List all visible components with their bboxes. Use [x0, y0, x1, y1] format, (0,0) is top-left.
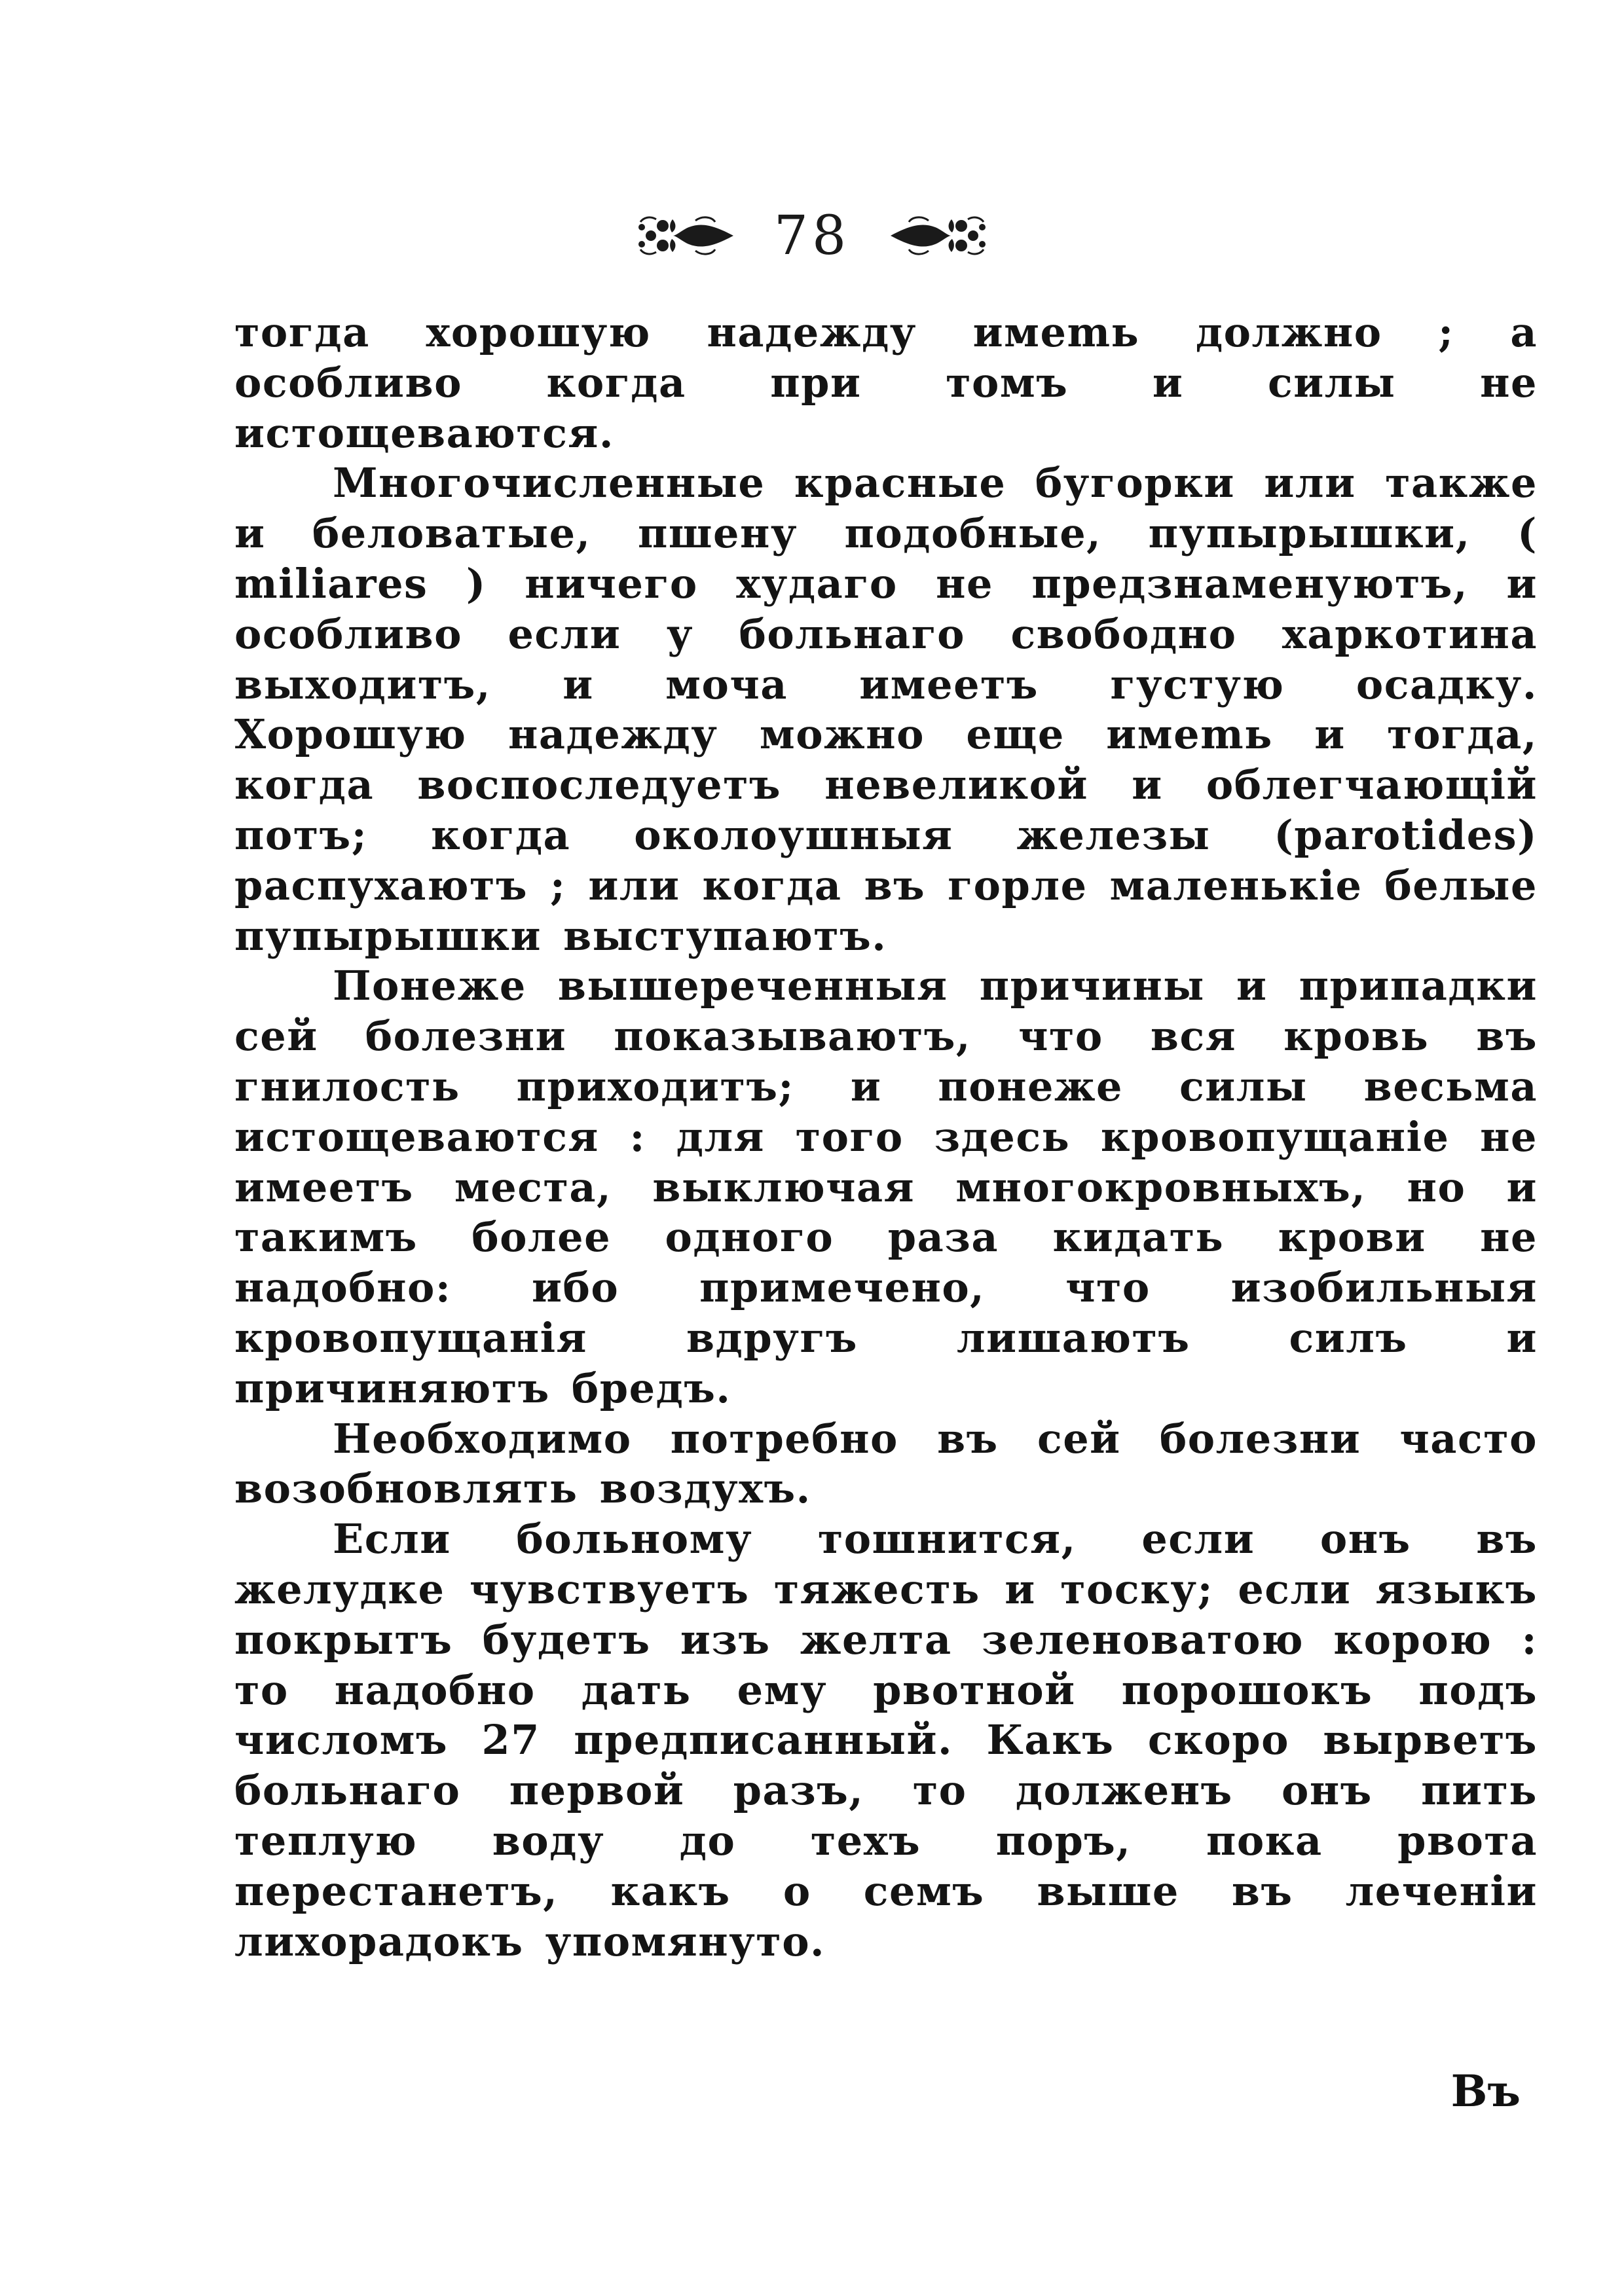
running-head — [0, 196, 1624, 275]
left-floral-ornament-icon — [637, 213, 735, 259]
right-floral-ornament-icon — [889, 213, 987, 259]
paragraph-continuation: тогда хорошую надежду имеmь должно ; а особливо когда при томъ и силы не истощеваются. — [234, 308, 1538, 457]
body-text — [234, 308, 1538, 1967]
paragraph-fresh-air: Необходимо потребно въ сей болезни часто возобновлять воздухъ. — [234, 1414, 1538, 1513]
page-number: 78 — [773, 204, 851, 267]
catchword: Въ — [1450, 2066, 1521, 2117]
paragraph-emetic: Если больному тошнится, если онъ въ желудке чувствуетъ тяжесть и тоску; если языкъ покрытъ будетъ изъ желта зеленоватою корою : то надобно дать ему рвотной порошокъ подъ числомъ 27 предписанный. Какъ скоро вырветъ больнаго первой разъ, то долженъ онъ пить теплую воду до техъ поръ, пока рвота перестанетъ, какъ о семъ выше въ леченіи лихорадокъ упомянуто. — [234, 1515, 1538, 1965]
paragraph-pustules: Многочисленные красные бугорки или также и беловатые, пшену подобные, пупырышки, ( miliares ) ничего худаго не предзнаменуютъ, и особливо если у больнаго свободно харкотина выходитъ, и моча имеетъ густую осадку. Хорошую надежду можно еще имеmь и тогда, когда воспоследуетъ невеликой и облегчающій потъ; когда околоушныя железы (parotides) распухаютъ ; или когда въ горле маленькіе белые пупырышки выступаютъ. — [234, 459, 1538, 960]
paragraph-bloodletting: Понеже вышереченныя причины и припадки сей болезни показываютъ, что вся кровь въ гнилость приходитъ; и понеже силы весьма истощеваются : для того здесь кровопущаніе не имеетъ места, выключая многокровныхъ, но и такимъ более одного раза кидать крови не надобно: ибо примечено, что изобильныя кровопущанія вдругъ лишаютъ силъ и причиняютъ бредъ. — [234, 962, 1538, 1412]
